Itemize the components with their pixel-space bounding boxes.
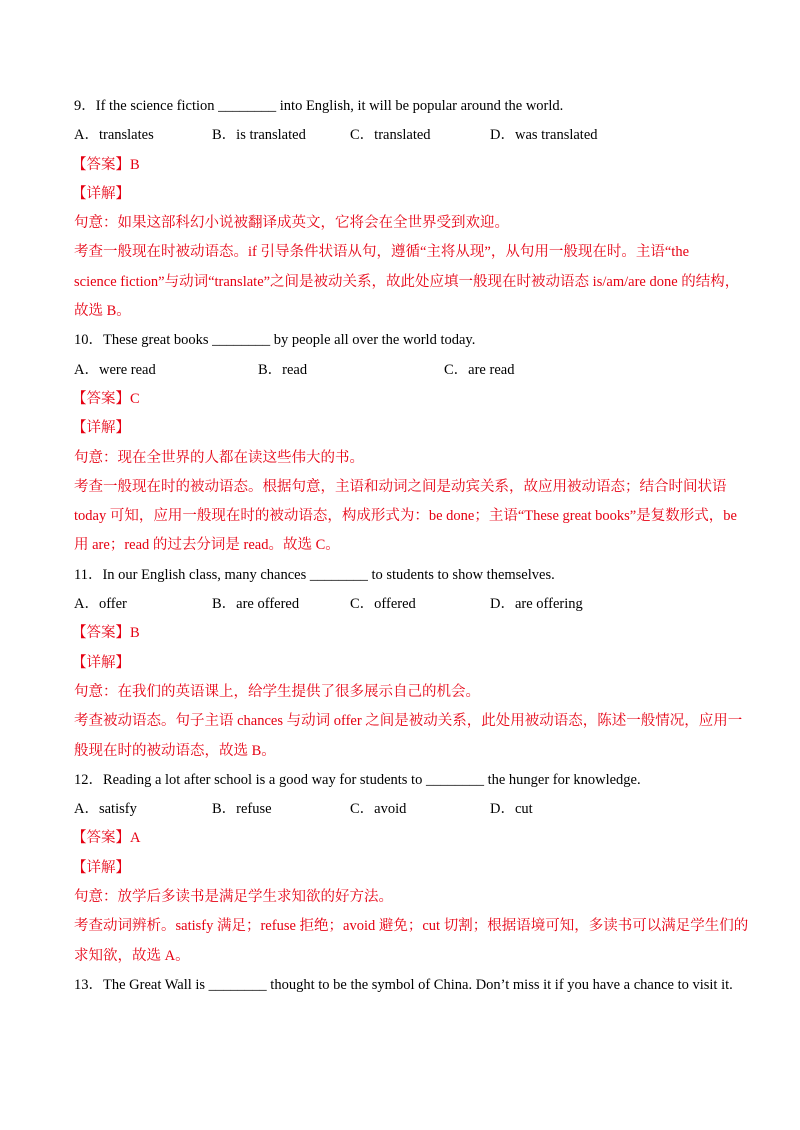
question-12-options bbox=[74, 799, 734, 828]
explanation-line: 般现在时的被动语态，故选 B。 bbox=[74, 742, 276, 759]
option-a: A．offer bbox=[74, 596, 127, 613]
question-11-options bbox=[74, 594, 734, 623]
detail-label: 【详解】 bbox=[72, 654, 130, 671]
option-c: C．avoid bbox=[350, 801, 407, 818]
detail-label: 【详解】 bbox=[72, 185, 130, 202]
option-c: C．are read bbox=[444, 361, 515, 378]
option-b: B．refuse bbox=[212, 801, 272, 818]
explanation-line: science fiction”与动词“translate”之间是被动关系，故此处应填一般现在时被动语态 is/am/are done 的结构， bbox=[74, 273, 740, 290]
option-d: D．are offering bbox=[490, 596, 583, 613]
answer-label: 【答案】C bbox=[72, 390, 140, 407]
question-9-stem: 9．If the science fiction ________ into English, it will be popular around the world. bbox=[74, 98, 564, 114]
explanation-line: 考查一般现在时被动语态。if 引导条件状语从句，遵循“主将从现”，从句用一般现在时。主语“the bbox=[74, 244, 690, 261]
option-b: B．read bbox=[258, 361, 308, 378]
question-12-stem: 12．Reading a lot after school is a good way for students to ________ the hunger for knowledge. bbox=[74, 771, 641, 788]
question-10-stem: 10．These great books ________ by people all over the world today. bbox=[74, 332, 476, 349]
answer-label: 【答案】A bbox=[72, 830, 141, 847]
question-9-options bbox=[74, 125, 734, 154]
explanation-line: 考查动词辨析。satisfy 满足；refuse 拒绝；avoid 避免；cut 切割；根据语境可知，多读书可以满足学生们的 bbox=[74, 918, 749, 935]
answer-label: 【答案】B bbox=[72, 156, 140, 173]
option-a: A．satisfy bbox=[74, 801, 137, 818]
question-11-stem: 11．In our English class, many chances ________ to students to show themselves. bbox=[74, 566, 555, 583]
option-c: C．translated bbox=[350, 127, 431, 144]
option-a: A．translates bbox=[74, 127, 154, 144]
option-b: B．is translated bbox=[212, 127, 306, 144]
explanation-line: 句意：如果这部科幻小说被翻译成英文，它将会在全世界受到欢迎。 bbox=[74, 215, 509, 232]
explanation-line: 故选 B。 bbox=[74, 303, 131, 320]
explanation-line: 句意：放学后多读书是满足学生求知欲的好方法。 bbox=[74, 889, 393, 906]
explanation-line: 考查被动语态。句子主语 chances 与动词 offer 之间是被动关系，此处用被动语态，陈述一般情况，应用一 bbox=[74, 713, 743, 730]
option-a: A．were read bbox=[74, 361, 156, 378]
explanation-line: 句意：现在全世界的人都在读这些伟大的书。 bbox=[74, 449, 364, 466]
answer-label: 【答案】B bbox=[72, 625, 140, 642]
option-d: D．was translated bbox=[490, 127, 598, 144]
explanation-line: 用 are；read 的过去分词是 read。故选 C。 bbox=[74, 537, 340, 554]
option-d: D．cut bbox=[490, 801, 533, 818]
explanation-line: today 可知，应用一般现在时的被动语态，构成形式为：be done；主语“These great books”是复数形式，be bbox=[74, 508, 737, 525]
option-b: B．are offered bbox=[212, 596, 300, 613]
explanation-line: 求知欲，故选 A。 bbox=[74, 947, 190, 964]
option-c: C．offered bbox=[350, 596, 416, 613]
question-10-options bbox=[74, 360, 734, 389]
explanation-line: 句意：在我们的英语课上，给学生提供了很多展示自己的机会。 bbox=[74, 683, 480, 700]
question-13-stem: 13．The Great Wall is ________ thought to be the symbol of China. Don’t miss it if you have a chance to visit it. bbox=[74, 976, 733, 993]
explanation-line: 考查一般现在时的被动语态。根据句意，主语和动词之间是动宾关系，故应用被动语态；结合时间状语 bbox=[74, 478, 727, 495]
detail-label: 【详解】 bbox=[72, 859, 130, 876]
question-list bbox=[72, 96, 749, 1004]
detail-label: 【详解】 bbox=[72, 420, 130, 437]
